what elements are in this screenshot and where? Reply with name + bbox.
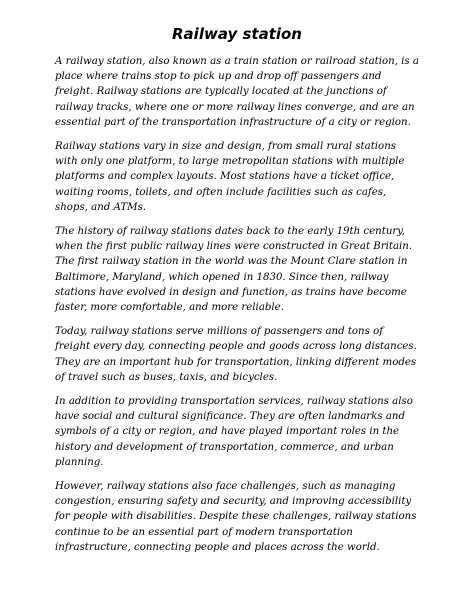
- paragraph-size-and-design: Railway stations vary in size and design, from small rural stations with only one platform, to large metropolitan stations with multiple platforms and complex layouts. Most stations have a ticket office, waiting rooms, toilets, and often include facilities such as cafes, shops, and ATMs.: [55, 141, 405, 213]
- paragraph-challenges: However, railway stations also face challenges, such as managing congestion, ensuring safety and security, and improving accessibility for people with disabilities. Despite these challenges, railway stations continue to be an essential part of modern transportation infrastructure, connecting people and places across the world.: [55, 481, 417, 553]
- paragraph-history: The history of railway stations dates back to the early 19th century, when the first public railway lines were constructed in Great Britain. The first railway station in the world was the Mount Clare station in Baltimore, Maryland, which opened in 1830. Since then, railway stations have evolved in design and function, as trains have become faster, more comfortable, and more reliable.: [55, 226, 413, 314]
- paragraph-significance: In addition to providing transportation services, railway stations also have social and cultural significance. They are often landmarks and symbols of a city or region, and have played important roles in the history and development of transportation, commerce, and urban planning.: [55, 396, 413, 468]
- paragraph-today: Today, railway stations serve millions of passengers and tons of freight every day, connecting people and goods across long distances. They are an important hub for transportation, linking different modes of travel such as buses, taxis, and bicycles.: [55, 326, 417, 383]
- document-body: [55, 54, 420, 564]
- paragraph-definition: A railway station, also known as a train station or railroad station, is a place where trains stop to pick up and drop off passengers and freight. Railway stations are typically located at the junctions of railway tracks, where one or more railway lines converge, and are an essential part of the transportation infrastructure of a city or region.: [55, 56, 419, 128]
- page-title: Railway station: [172, 25, 302, 43]
